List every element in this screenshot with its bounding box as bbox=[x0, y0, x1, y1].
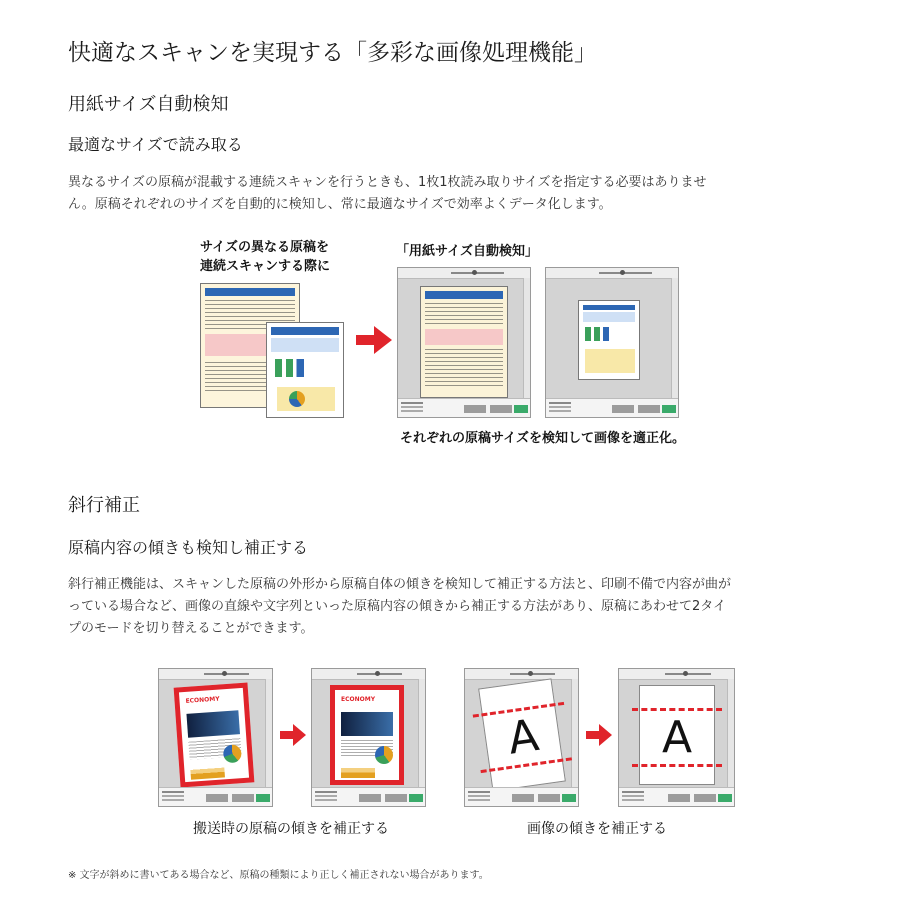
body-line: ん。原稿それぞれのサイズを自動的に検知し、常に最適なサイズで効率よくデータ化します。 bbox=[68, 197, 612, 212]
small-document-thumbnail bbox=[266, 322, 344, 418]
section-body-skew bbox=[68, 574, 828, 640]
arrow-right-icon bbox=[356, 326, 392, 354]
skewed-sheet bbox=[478, 678, 566, 791]
corrected-sheet bbox=[639, 685, 715, 785]
done-button[interactable] bbox=[662, 405, 676, 413]
done-button[interactable] bbox=[256, 794, 270, 802]
cancel-button[interactable] bbox=[694, 794, 716, 802]
done-button[interactable] bbox=[514, 405, 528, 413]
done-button[interactable] bbox=[562, 794, 576, 802]
done-button[interactable] bbox=[409, 794, 423, 802]
letter-glyph: A bbox=[504, 709, 542, 765]
body-line: 異なるサイズの原稿が混載する連続スキャンを行うときも、1枚1枚読み取りサイズを指定する必要はありませ bbox=[68, 175, 707, 190]
scan-button[interactable] bbox=[464, 405, 486, 413]
caption-line: サイズの異なる原稿を bbox=[200, 240, 329, 255]
skew-preview-window-before bbox=[158, 668, 273, 807]
letter-glyph: A bbox=[662, 712, 693, 763]
document-preview-small bbox=[578, 300, 640, 380]
section-subheading-skew: 原稿内容の傾きも検知し補正する bbox=[68, 538, 309, 557]
body-line: 斜行補正機能は、スキャンした原稿の外形から原稿自体の傾きを検知して補正する方法と、印刷不備で内容が曲が bbox=[68, 577, 732, 592]
scan-button[interactable] bbox=[612, 405, 634, 413]
content-skew-window-after bbox=[618, 668, 735, 807]
scan-button[interactable] bbox=[512, 794, 534, 802]
content-skew-window-before bbox=[464, 668, 579, 807]
footnote: ※ 文字が斜めに書いてある場合など、原稿の種類により正しく補正されない場合があります。 bbox=[68, 870, 489, 881]
arrow-right-icon bbox=[586, 724, 612, 746]
page-title: 快適なスキャンを実現する「多彩な画像処理機能」 bbox=[68, 40, 597, 66]
figure-caption-transport-skew: 搬送時の原稿の傾きを補正する bbox=[193, 821, 389, 837]
section-heading-auto-size: 用紙サイズ自動検知 bbox=[68, 94, 229, 115]
arrow-right-icon bbox=[280, 724, 306, 746]
section-subheading-auto-size: 最適なサイズで読み取る bbox=[68, 135, 243, 154]
scan-button[interactable] bbox=[668, 794, 690, 802]
scan-preview-window-small bbox=[545, 267, 679, 418]
figure-caption-image-skew: 画像の傾きを補正する bbox=[527, 821, 667, 837]
corrected-magazine-page bbox=[330, 685, 404, 785]
cancel-button[interactable] bbox=[538, 794, 560, 802]
cancel-button[interactable] bbox=[232, 794, 254, 802]
body-line: っている場合など、画像の直線や文字列といった原稿内容の傾きから補正する方法があり、原稿にあわせて2タイ bbox=[68, 599, 727, 614]
caption-line: 連続スキャンする際に bbox=[200, 259, 331, 274]
skew-preview-window-after bbox=[311, 668, 426, 807]
figure-caption-mixed-docs bbox=[200, 238, 330, 276]
scan-preview-window-large bbox=[397, 267, 531, 418]
skewed-magazine-page bbox=[174, 683, 255, 788]
document-preview-large bbox=[420, 286, 508, 398]
section-body-auto-size bbox=[68, 172, 828, 216]
section-heading-skew: 斜行補正 bbox=[68, 495, 140, 516]
figure-caption-result: それぞれの原稿サイズを検知して画像を適正化。 bbox=[400, 431, 685, 446]
magazine-title: ECONOMY bbox=[341, 696, 376, 703]
cancel-button[interactable] bbox=[638, 405, 660, 413]
scan-button[interactable] bbox=[359, 794, 381, 802]
body-line: プのモードを切り替えることができます。 bbox=[68, 621, 314, 636]
cancel-button[interactable] bbox=[490, 405, 512, 413]
scan-button[interactable] bbox=[206, 794, 228, 802]
figure-caption-auto-size: 「用紙サイズ自動検知」 bbox=[396, 244, 538, 259]
cancel-button[interactable] bbox=[385, 794, 407, 802]
done-button[interactable] bbox=[718, 794, 732, 802]
magazine-title: ECONOMY bbox=[185, 695, 220, 705]
